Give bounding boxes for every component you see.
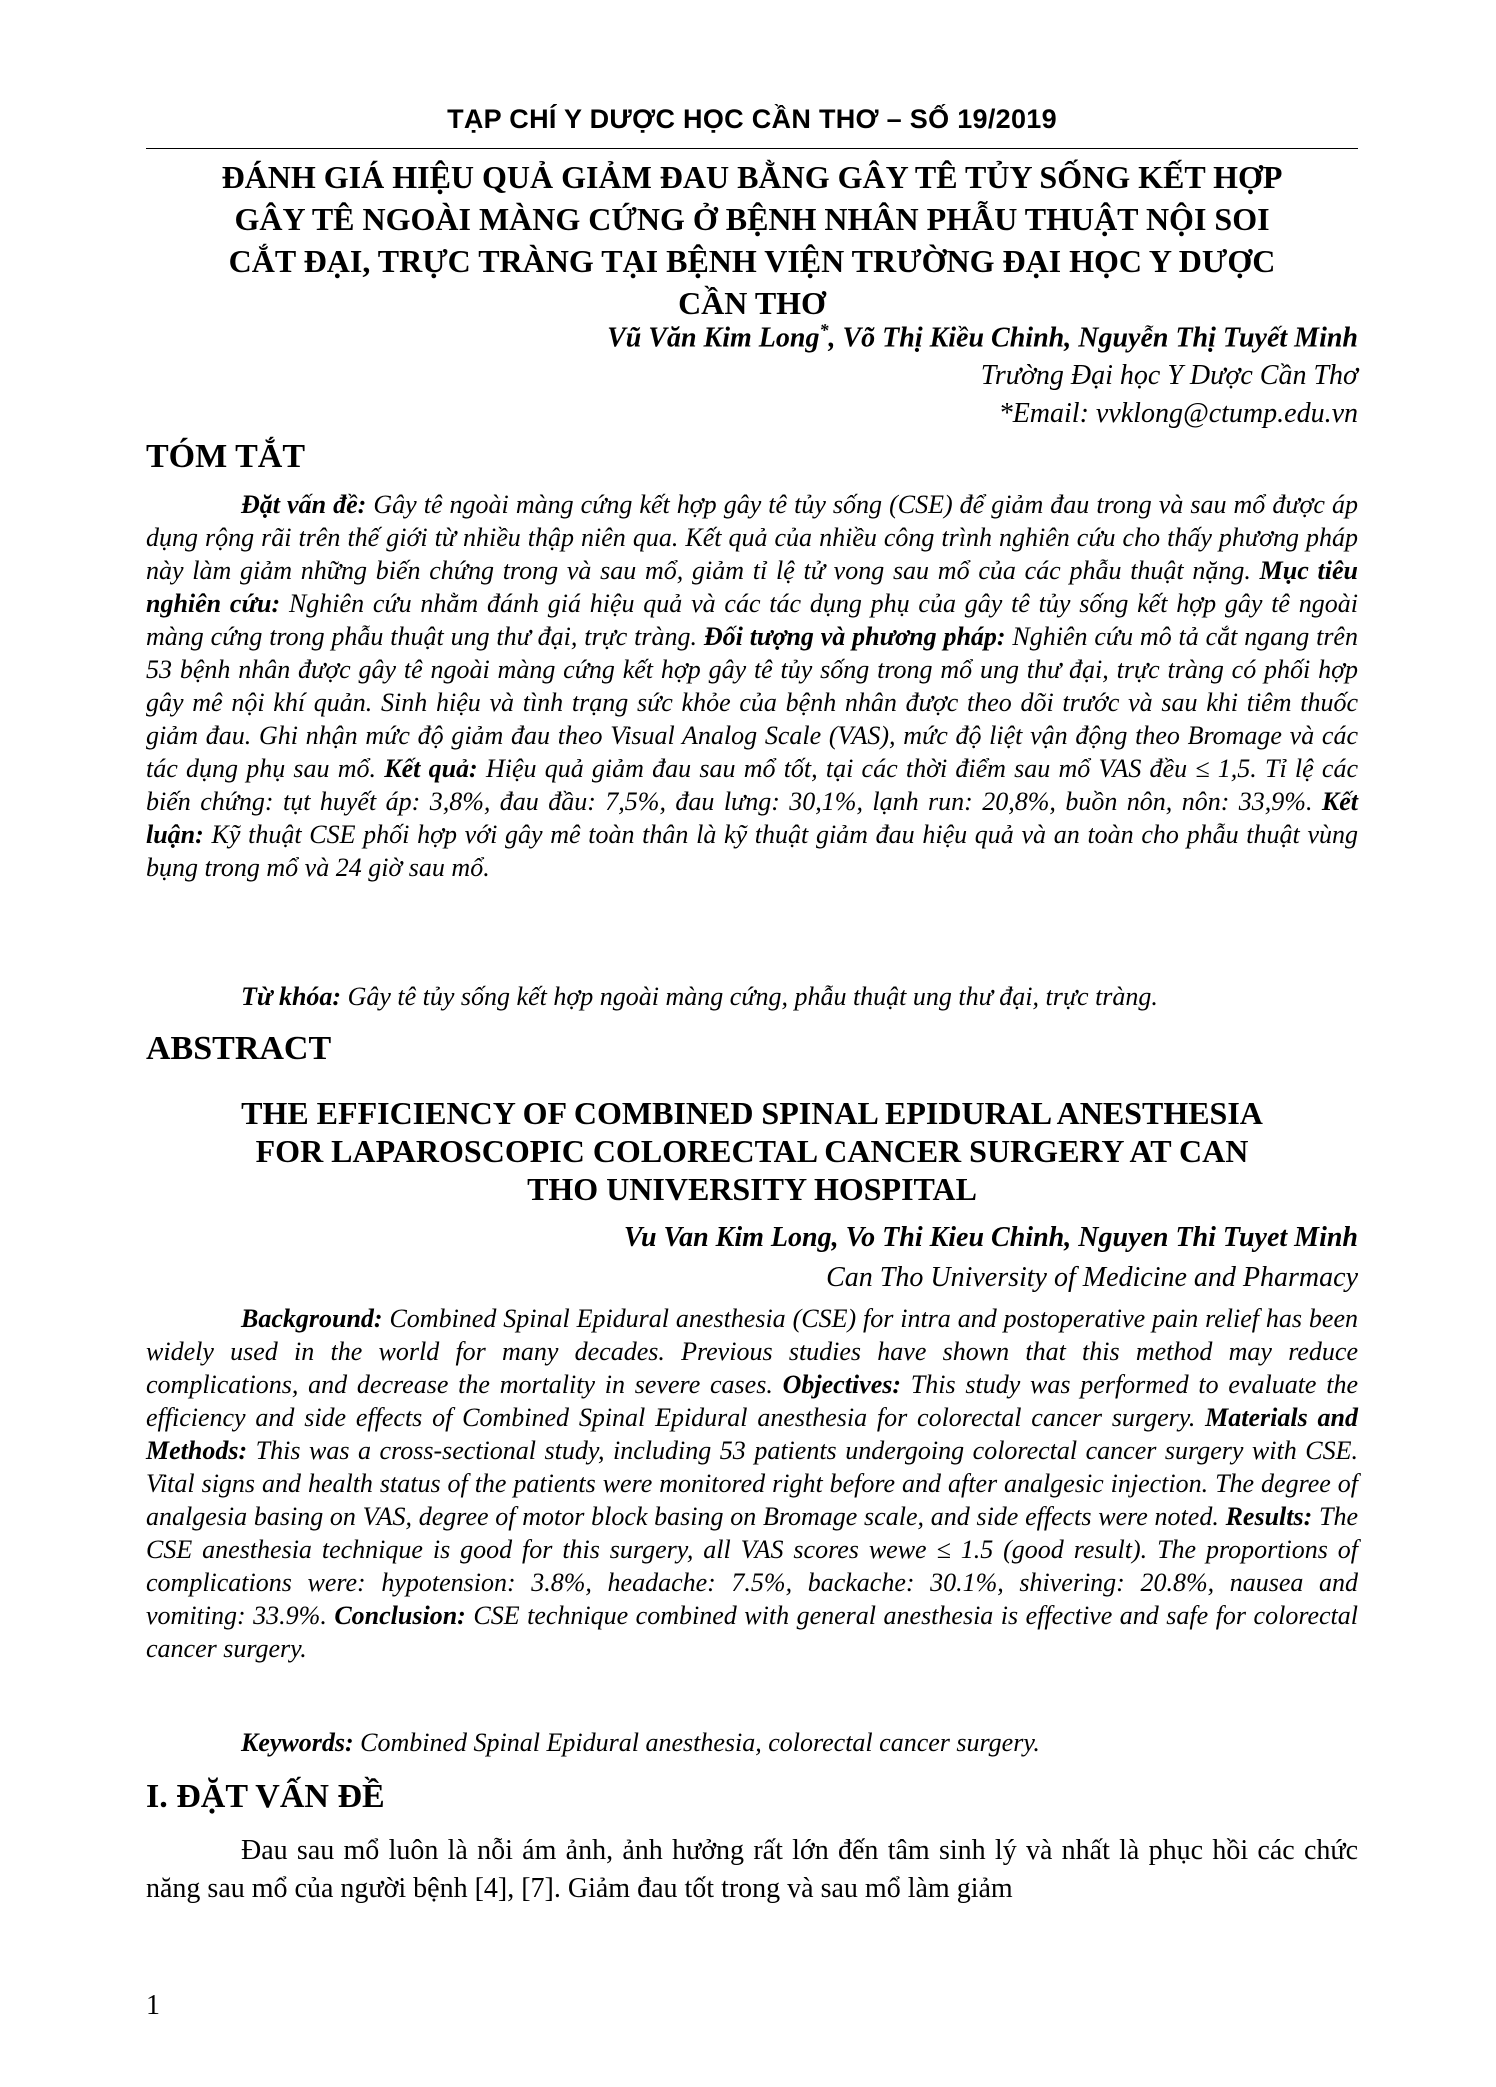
abstract-label: Background:: [241, 1304, 383, 1333]
article-title-en: [146, 1094, 1358, 1208]
section-heading: I. ĐẶT VẤN ĐỀ: [146, 1778, 385, 1815]
header-rule: [146, 148, 1358, 149]
abstract-text: Nghiên cứu mô tả cắt ngang trên 53 bệnh nhân được gây tê ngoài màng cứng kết hợp gây tê tủy sống trong mổ ung thư đại, trực tràng có phối hợp gây mê nội khí quản. Sinh hiệu và tình trạng sức khỏe của bệnh nhân được theo dõi trước và sau khi tiêm thuốc giảm đau. Ghi nhận mức độ giảm đau theo Visual Analog Scale (VAS), mức độ liệt vận động theo Bromage và các tác dụng phụ sau mổ.: [146, 622, 1358, 783]
abstract-heading: ABSTRACT: [146, 1030, 332, 1067]
affiliation-vn: Trường Đại học Y Dược Cần Thơ: [980, 360, 1358, 391]
title-line: CẦN THƠ: [678, 285, 826, 321]
page-number: 1: [146, 1990, 160, 2021]
abstract-text: CSE technique combined with general anesthesia is effective and safe for colorectal cancer surgery.: [146, 1601, 1358, 1663]
title-line: ĐÁNH GIÁ HIỆU QUẢ GIẢM ĐAU BẰNG GÂY TÊ TỦY SỐNG KẾT HỢP: [221, 159, 1283, 195]
corresponding-email: *Email: vvklong@ctump.edu.vn: [998, 398, 1358, 429]
abstract-text: The CSE anesthesia technique is good for this surgery, all VAS scores wewe ≤ 1.5 (good result). The proportions of complications were: hypotension: 3.8%, headache: 7.5%, backache: 30.1%, shivering: 20.8%, nausea and vomiting: 33.9%.: [146, 1502, 1358, 1630]
abstract-label: Conclusion:: [334, 1601, 466, 1630]
keywords-vn: [146, 980, 1358, 1013]
keywords-text: Gây tê tủy sống kết hợp ngoài màng cứng, phẫu thuật ung thư đại, trực tràng.: [341, 982, 1158, 1011]
abstract-label: Kết luận:: [146, 787, 1358, 849]
title-line: FOR LAPAROSCOPIC COLORECTAL CANCER SURGERY AT CAN: [255, 1133, 1249, 1169]
keywords-label: Từ khóa:: [241, 982, 342, 1011]
abstract-text: This was a cross-sectional study, including 53 patients undergoing colorectal cancer surgery with CSE. Vital signs and health status of the patients were monitored right before and after analgesic injection. The degree of analgesia basing on VAS, degree of motor block basing on Bromage scale, and side effects were noted.: [146, 1436, 1358, 1531]
article-title-vn: [146, 156, 1358, 324]
corresponding-author-mark: *: [819, 320, 829, 340]
abstract-label: Results:: [1225, 1502, 1313, 1531]
summary-heading: TÓM TẮT: [146, 438, 306, 475]
abstract-text: Kỹ thuật CSE phối hợp với gây mê toàn thân là kỹ thuật giảm đau hiệu quả và an toàn cho phẫu thuật vùng bụng trong mổ và 24 giờ sau mổ.: [146, 820, 1358, 882]
journal-header: TẠP CHÍ Y DƯỢC HỌC CẦN THƠ – SỐ 19/2019: [447, 104, 1057, 134]
author-list-vn: [607, 320, 1358, 354]
abstract-label: Mục tiêu nghiên cứu:: [146, 556, 1358, 618]
abstract-text: Gây tê ngoài màng cứng kết hợp gây tê tủy sống (CSE) để giảm đau trong và sau mổ được áp dụng rộng rãi trên thế giới từ nhiều thập niên qua. Kết quả của nhiều công trình nghiên cứu cho thấy phương pháp này làm giảm những biến chứng trong và sau mổ, giảm tỉ lệ tử vong sau mổ của các phẫu thuật nặng.: [146, 490, 1359, 585]
abstract-text: Nghiên cứu nhằm đánh giá hiệu quả và các tác dụng phụ của gây tê tủy sống kết hợp gây tê ngoài màng cứng trong phẫu thuật ung thư đại, trực tràng.: [146, 589, 1358, 651]
author-list-en: Vu Van Kim Long, Vo Thi Kieu Chinh, Nguyen Thi Tuyet Minh: [623, 1222, 1358, 1253]
abstract-label: Đặt vấn đề:: [241, 490, 367, 519]
author-name: Vũ Văn Kim Long: [607, 322, 820, 354]
title-line: CẮT ĐẠI, TRỰC TRÀNG TẠI BỆNH VIỆN TRƯỜNG ĐẠI HỌC Y DƯỢC: [228, 243, 1276, 279]
abstract-text: This study was performed to evaluate the efficiency and side effects of Combined Spinal Epidural anesthesia for colorectal cancer surgery.: [146, 1370, 1358, 1432]
title-line: THE EFFICIENCY OF COMBINED SPINAL EPIDURAL ANESTHESIA: [241, 1095, 1263, 1131]
keywords-text: Combined Spinal Epidural anesthesia, colorectal cancer surgery.: [353, 1728, 1040, 1757]
keywords-label: Keywords:: [241, 1728, 354, 1757]
body-paragraph: [146, 1832, 1358, 1908]
co-author-names: , Võ Thị Kiều Chinh, Nguyễn Thị Tuyết Minh: [828, 322, 1358, 354]
abstract-label: Materials and Methods:: [146, 1403, 1358, 1465]
abstract-en: [146, 1302, 1358, 1665]
abstract-text: Combined Spinal Epidural anesthesia (CSE) for intra and postoperative pain relief has been widely used in the world for many decades. Previous studies have shown that this method may reduce complications, and decrease the mortality in severe cases.: [146, 1304, 1358, 1399]
abstract-label: Objectives:: [782, 1370, 902, 1399]
title-line: THO UNIVERSITY HOSPITAL: [527, 1171, 977, 1207]
affiliation-en: Can Tho University of Medicine and Pharmacy: [826, 1262, 1358, 1293]
keywords-en: [146, 1726, 1358, 1759]
title-line: GÂY TÊ NGOÀI MÀNG CỨNG Ở BỆNH NHÂN PHẪU THUẬT NỘI SOI: [234, 201, 1270, 237]
body-text: Đau sau mổ luôn là nỗi ám ảnh, ảnh hưởng rất lớn đến tâm sinh lý và nhất là phục hồi các chức năng sau mổ của người bệnh [4], [7]. Giảm đau tốt trong và sau mổ làm giảm: [146, 1835, 1358, 1904]
abstract-vn: [146, 488, 1358, 884]
abstract-label: Đối tượng và phương pháp:: [703, 622, 1006, 651]
abstract-text: Hiệu quả giảm đau sau mổ tốt, tại các thời điểm sau mổ VAS đều ≤ 1,5. Tỉ lệ các biến chứng: tụt huyết áp: 3,8%, đau đầu: 7,5%, đau lưng: 30,1%, lạnh run: 20,8%, buồn nôn, nôn: 33,9%.: [146, 754, 1358, 816]
abstract-label: Kết quả:: [384, 754, 478, 783]
